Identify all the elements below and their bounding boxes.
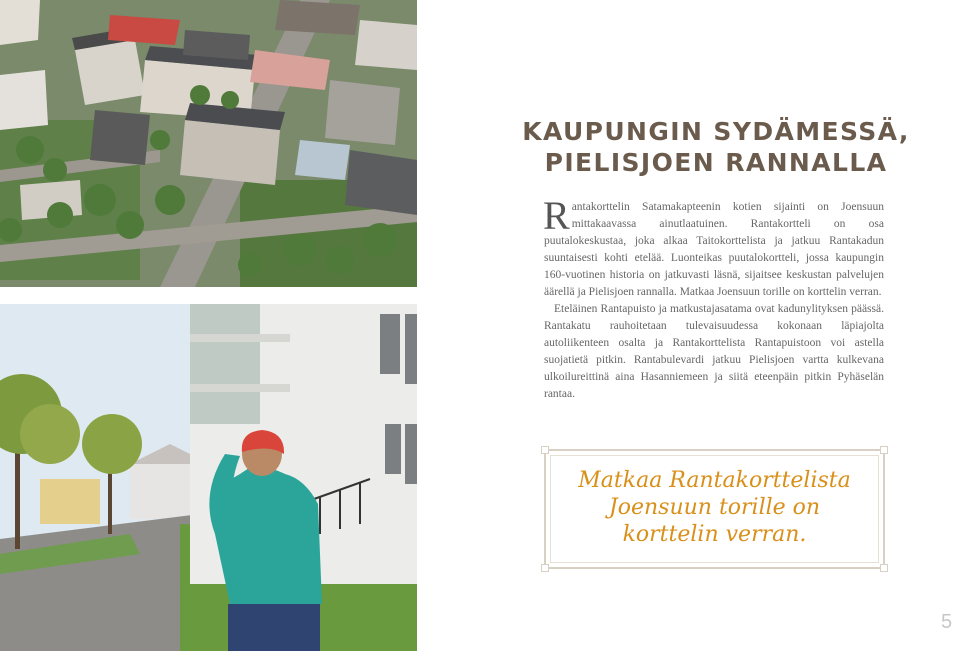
quote-line-2: Joensuun torille on xyxy=(608,495,821,520)
page-title xyxy=(480,116,952,178)
frame-corner xyxy=(880,564,888,572)
pull-quote xyxy=(546,467,883,548)
paragraph-1-text: antakorttelin Satamakapteenin kotien sijainti on Joensuun mittakaavassa ainutlaatuinen. Rantakortteli on osa puutalokeskustaa, joka alkaa Taitokorttelista ja jatkuu Rantakadun suuntaisesti kohti etelää. Luonteikas puutalokortteli, jossa kaupungin 160-vuotinen historia on jatkuvasti läsnä, sijaitsee keskustan palvelujen äärellä ja Pielisjoen rannalla. Matkaa Joensuun torille on korttelin verran. xyxy=(544,201,884,298)
title-line-2: PIELISJOEN RANNALLA xyxy=(544,148,888,177)
page-number: 5 xyxy=(941,611,953,633)
pull-quote-box xyxy=(544,449,885,569)
frame-corner xyxy=(541,564,549,572)
body-text xyxy=(543,193,884,403)
drop-cap: R xyxy=(543,193,570,238)
frame-corner xyxy=(880,446,888,454)
title-line-1: KAUPUNGIN SYDÄMESSÄ, xyxy=(522,117,910,146)
quote-line-3: korttelin verran. xyxy=(622,522,807,547)
quote-line-1: Matkaa Rantakorttelista xyxy=(578,468,851,493)
street-view-photo xyxy=(0,304,417,651)
frame-corner xyxy=(541,446,549,454)
paragraph-2: Eteläinen Rantapuisto ja matkustajasatama ovat kadunylityksen päässä. Rantakatu rauhoitetaan tulevaisuudessa kokonaan läpiajolta autoliikenteen osalta ja Rantakorttelista Rantapuistoon voi astella suojatietä pitkin. Rantabulevardi jatkuu Pielisjoen varttа kulkevana ulkoilureittinä aina Hasanniemeen ja siitä eteenpäin pitkin Pyhäselän rantaa. xyxy=(544,303,884,400)
aerial-photo xyxy=(0,0,417,287)
paragraph-1 xyxy=(543,193,884,301)
